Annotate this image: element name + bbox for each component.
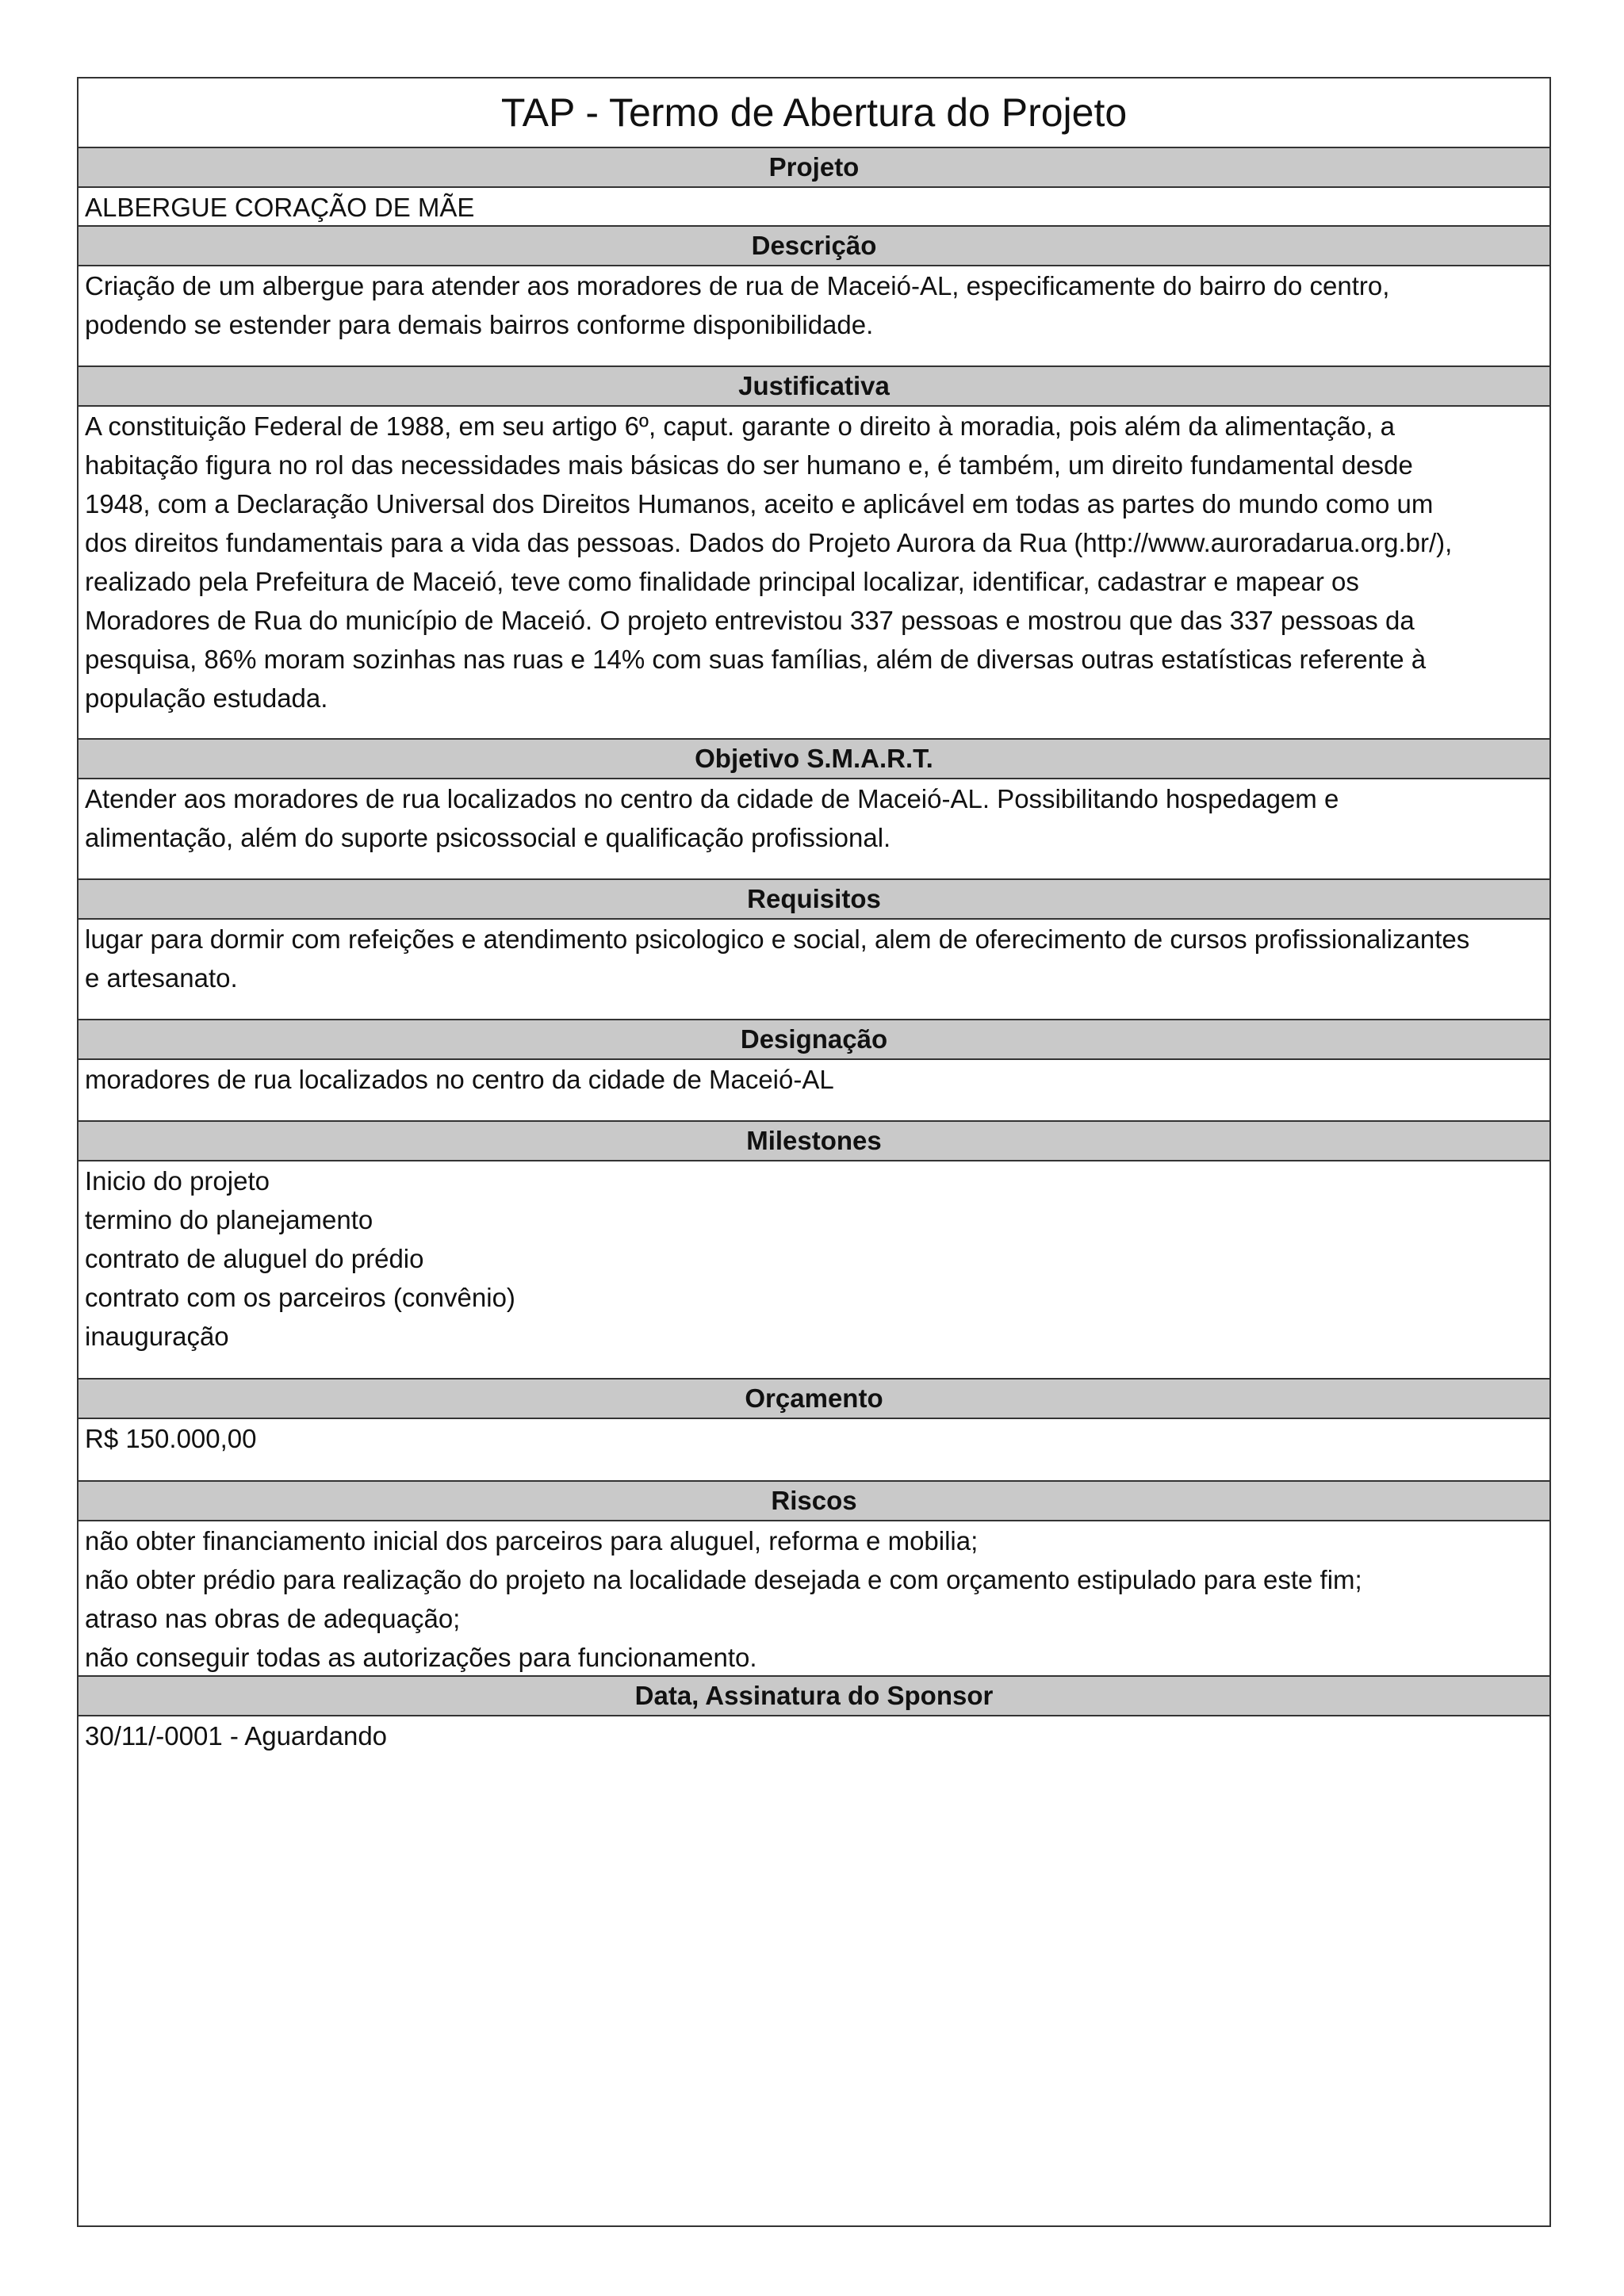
section-body-requisitos (79, 920, 1549, 1020)
milestone-item: termino do planejamento (85, 1205, 373, 1234)
section-heading-sponsor: Data, Assinatura do Sponsor (79, 1677, 1549, 1716)
risco-item: não obter prédio para realização do projeto na localidade desejada e com orçamento estipulado para este fim; (85, 1565, 1362, 1594)
justificativa-line: população estudada. (85, 683, 328, 713)
section-heading-orcamento: Orçamento (79, 1380, 1549, 1419)
requisitos-line: lugar para dormir com refeições e atendimento psicologico e social, alem de oferecimento de cursos profissionalizantes (85, 924, 1470, 954)
justificativa-line: habitação figura no rol das necessidades mais básicas do ser humano e, é também, um direito fundamental desde (85, 450, 1413, 480)
milestone-item: inauguração (85, 1322, 229, 1351)
milestone-item: Inicio do projeto (85, 1166, 270, 1196)
orcamento-value: R$ 150.000,00 (85, 1424, 257, 1453)
risco-item: não conseguir todas as autorizações para funcionamento. (85, 1643, 757, 1672)
section-body-sponsor (79, 1716, 1549, 2225)
section-heading-milestones: Milestones (79, 1122, 1549, 1161)
section-body-descricao (79, 266, 1549, 367)
designacao-line: moradores de rua localizados no centro da cidade de Maceió-AL (85, 1065, 834, 1094)
section-heading-objetivo: Objetivo S.M.A.R.T. (79, 740, 1549, 779)
objetivo-line: alimentação, além do suporte psicossocial e qualificação profissional. (85, 823, 891, 852)
section-heading-designacao: Designação (79, 1020, 1549, 1060)
milestone-item: contrato com os parceiros (convênio) (85, 1283, 515, 1312)
section-heading-riscos: Riscos (79, 1482, 1549, 1521)
section-body-riscos (79, 1521, 1549, 1677)
descricao-line: Criação de um albergue para atender aos moradores de rua de Maceió-AL, especificamente do bairro do centro, (85, 271, 1390, 300)
requisitos-line: e artesanato. (85, 963, 238, 993)
risco-item: não obter financiamento inicial dos parceiros para aluguel, reforma e mobilia; (85, 1526, 979, 1556)
justificativa-line: pesquisa, 86% moram sozinhas nas ruas e 14% com suas famílias, além de diversas outras estatísticas referente à (85, 645, 1427, 674)
milestone-item: contrato de aluguel do prédio (85, 1244, 424, 1273)
section-body-projeto (79, 188, 1549, 227)
justificativa-line: realizado pela Prefeitura de Maceió, teve como finalidade principal localizar, identificar, cadastrar e mapear os (85, 567, 1359, 596)
section-heading-projeto: Projeto (79, 148, 1549, 188)
risco-item: atraso nas obras de adequação; (85, 1604, 461, 1633)
document-form (77, 77, 1551, 2227)
section-heading-descricao: Descrição (79, 227, 1549, 266)
section-heading-requisitos: Requisitos (79, 880, 1549, 920)
page-title: TAP - Termo de Abertura do Projeto (79, 78, 1549, 148)
justificativa-line: 1948, com a Declaração Universal dos Direitos Humanos, aceito e aplicável em todas as partes do mundo como um (85, 489, 1434, 519)
justificativa-line: A constituição Federal de 1988, em seu artigo 6º, caput. garante o direito à moradia, pois além da alimentação, a (85, 411, 1396, 441)
section-body-justificativa (79, 407, 1549, 740)
sponsor-signature-line: 30/11/-0001 - Aguardando (85, 1721, 388, 1751)
section-body-orcamento (79, 1419, 1549, 1482)
section-body-milestones (79, 1161, 1549, 1380)
justificativa-line: Moradores de Rua do município de Maceió. O projeto entrevistou 337 pessoas e mostrou que das 337 pessoas da (85, 606, 1415, 635)
objetivo-line: Atender aos moradores de rua localizados no centro da cidade de Maceió-AL. Possibilitando hospedagem e (85, 784, 1339, 813)
section-body-designacao (79, 1060, 1549, 1122)
projeto-line: ALBERGUE CORAÇÃO DE MÃE (85, 193, 475, 222)
descricao-line: podendo se estender para demais bairros conforme disponibilidade. (85, 310, 874, 339)
section-heading-justificativa: Justificativa (79, 367, 1549, 407)
section-body-objetivo (79, 779, 1549, 880)
justificativa-line: dos direitos fundamentais para a vida das pessoas. Dados do Projeto Aurora da Rua (http://www.auroradarua.org.br/), (85, 528, 1453, 557)
